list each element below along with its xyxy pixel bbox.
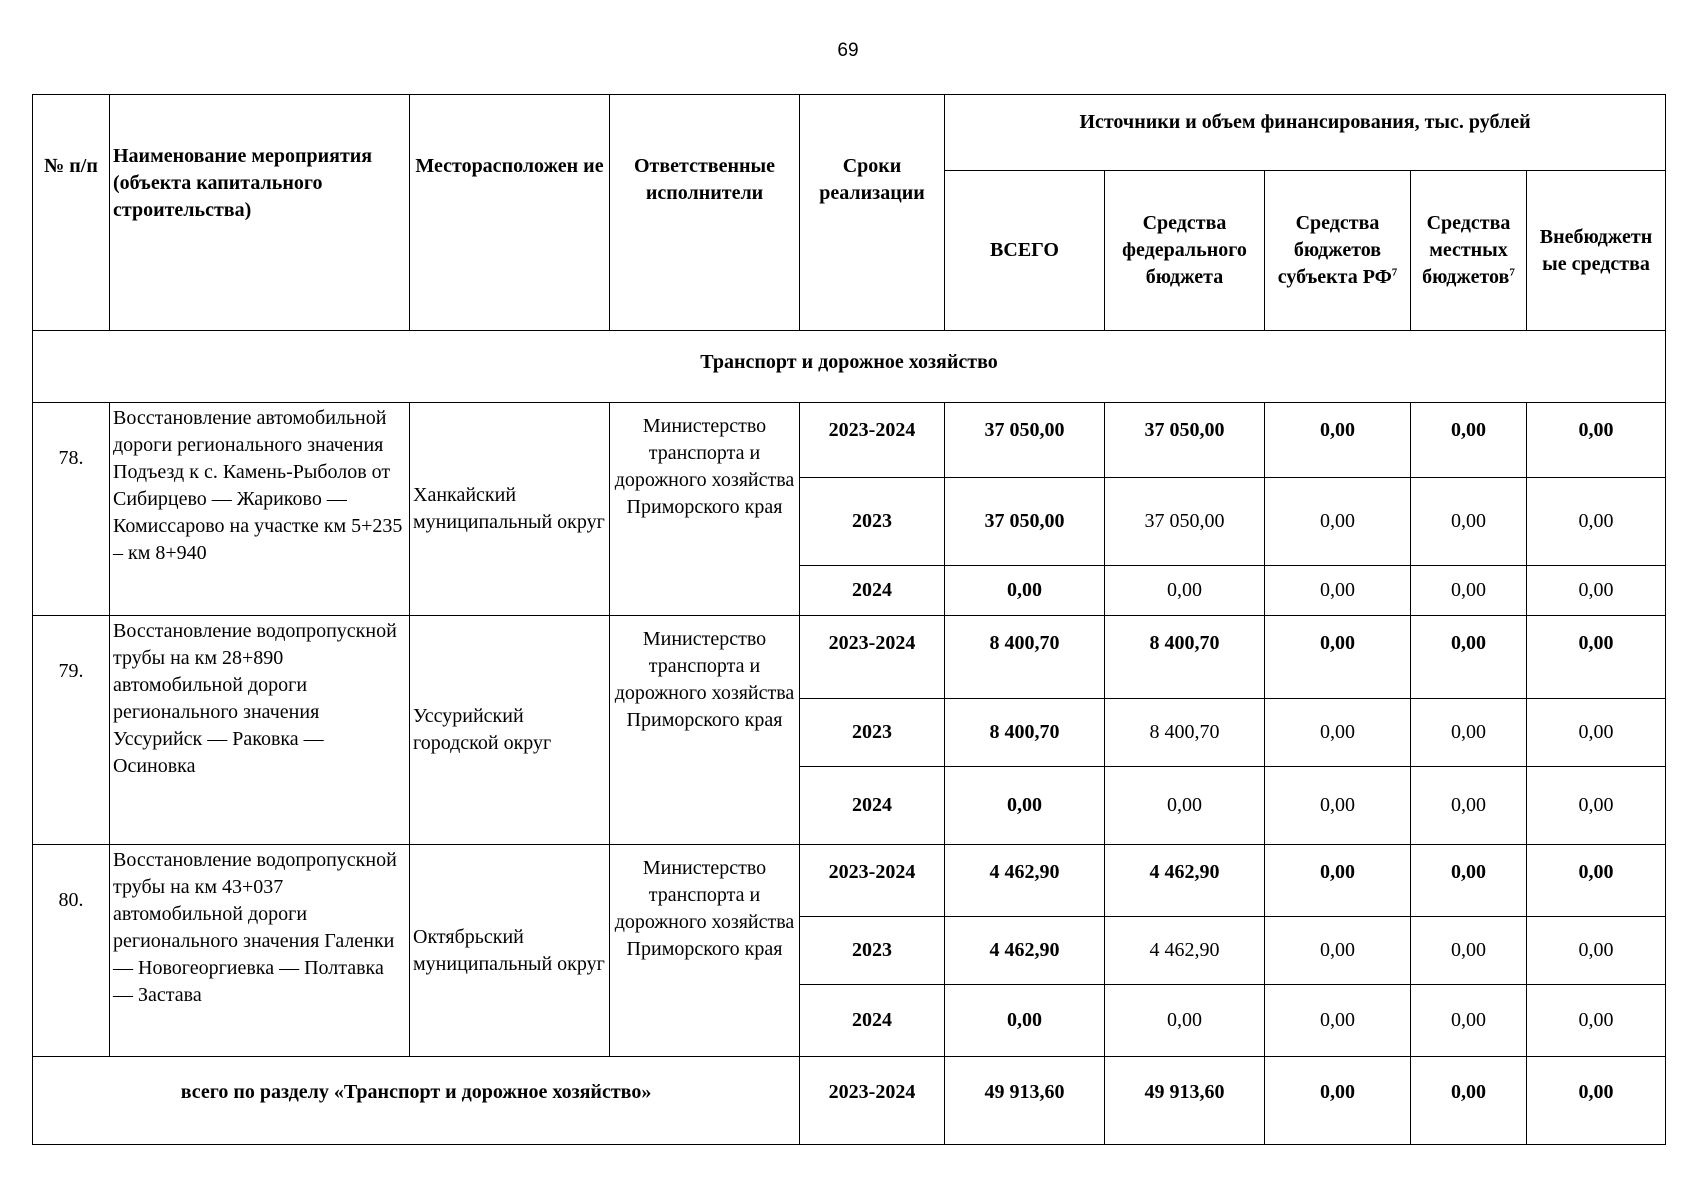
row-responsible: Министерство транспорта и дорожного хозяйства Приморского края	[610, 403, 800, 616]
extra-cell: 0,00	[1527, 566, 1666, 616]
row-number: 79.	[33, 616, 110, 845]
row-number: 78.	[33, 403, 110, 616]
regional-cell: 0,00	[1265, 767, 1411, 845]
total-cell: 8 400,70	[945, 616, 1105, 699]
period-cell: 2023-2024	[800, 845, 945, 917]
regional-cell: 0,00	[1265, 699, 1411, 767]
regional-cell: 0,00	[1265, 566, 1411, 616]
row-name: Восстановление водопропускной трубы на км 43+037 автомобильной дороги регионального значения Галенки — Новогеоргиевка — Полтавка — Застава	[110, 845, 410, 1057]
regional-cell: 0,00	[1265, 478, 1411, 566]
local-cell: 0,00	[1411, 403, 1527, 478]
local-cell: 0,00	[1411, 767, 1527, 845]
table-row	[33, 845, 1666, 917]
total-period: 2023-2024	[800, 1057, 945, 1145]
row-responsible: Министерство транспорта и дорожного хозяйства Приморского края	[610, 616, 800, 845]
federal-cell: 37 050,00	[1105, 478, 1265, 566]
extra-cell: 0,00	[1527, 478, 1666, 566]
row-name: Восстановление автомобильной дороги регионального значения Подъезд к с. Камень-Рыболов от Сибирцево — Жариково — Комиссарово на участке км 5+235 – км 8+940	[110, 403, 410, 616]
header-regional: Средства бюджетов субъекта $РФ^7$	[1265, 171, 1411, 331]
header-num: № п/п	[33, 95, 110, 331]
total-federal: 49 913,60	[1105, 1057, 1265, 1145]
regional-cell: 0,00	[1265, 845, 1411, 917]
total-cell: 37 050,00	[945, 478, 1105, 566]
period-cell: 2023-2024	[800, 403, 945, 478]
total-regional: 0,00	[1265, 1057, 1411, 1145]
header-extra: Внебюджетн ые средства	[1527, 171, 1666, 331]
period-cell: 2023-2024	[800, 616, 945, 699]
regional-cell: 0,00	[1265, 403, 1411, 478]
local-cell: 0,00	[1411, 478, 1527, 566]
total-cell: 0,00	[945, 767, 1105, 845]
header-period: Сроки реализации	[800, 95, 945, 331]
period-cell: 2023	[800, 917, 945, 985]
page-number: 69	[837, 40, 859, 61]
federal-cell: 8 400,70	[1105, 699, 1265, 767]
total-local: 0,00	[1411, 1057, 1527, 1145]
period-cell: 2024	[800, 985, 945, 1057]
local-cell: 0,00	[1411, 845, 1527, 917]
header-federal: Средства федерального бюджета	[1105, 171, 1265, 331]
extra-cell: 0,00	[1527, 616, 1666, 699]
row-location: Ханкайский муниципальный округ	[410, 403, 610, 616]
table-row	[33, 616, 1666, 699]
federal-cell: 4 462,90	[1105, 845, 1265, 917]
total-cell: 37 050,00	[945, 403, 1105, 478]
total-cell: 0,00	[945, 566, 1105, 616]
extra-cell: 0,00	[1527, 845, 1666, 917]
header-local: Средства местных бюджетов$^7$	[1411, 171, 1527, 331]
extra-cell: 0,00	[1527, 699, 1666, 767]
row-location: Октябрьский муниципальный округ	[410, 845, 610, 1057]
extra-cell: 0,00	[1527, 917, 1666, 985]
header-total: ВСЕГО	[945, 171, 1105, 331]
extra-cell: 0,00	[1527, 403, 1666, 478]
header-responsible: Ответственные исполнители	[610, 95, 800, 331]
federal-cell: 4 462,90	[1105, 917, 1265, 985]
total-row	[33, 1057, 1666, 1145]
total-extra: 0,00	[1527, 1057, 1666, 1145]
local-cell: 0,00	[1411, 699, 1527, 767]
period-cell: 2024	[800, 767, 945, 845]
local-cell: 0,00	[1411, 917, 1527, 985]
extra-cell: 0,00	[1527, 767, 1666, 845]
period-cell: 2023	[800, 478, 945, 566]
total-label: всего по разделу «Транспорт и дорожное хозяйство»	[33, 1057, 800, 1145]
period-cell: 2023	[800, 699, 945, 767]
total-cell: 4 462,90	[945, 917, 1105, 985]
header-name: Наименование мероприятия (объекта капитального строительства)	[110, 95, 410, 331]
total-cell: 4 462,90	[945, 845, 1105, 917]
extra-cell: 0,00	[1527, 985, 1666, 1057]
federal-cell: 0,00	[1105, 985, 1265, 1057]
header-location: Месторасположен ие	[410, 95, 610, 331]
total-cell: 8 400,70	[945, 699, 1105, 767]
local-cell: 0,00	[1411, 566, 1527, 616]
row-location: Уссурийский городской округ	[410, 616, 610, 845]
row-responsible: Министерство транспорта и дорожного хозяйства Приморского края	[610, 845, 800, 1057]
table-row	[33, 403, 1666, 478]
regional-cell: 0,00	[1265, 917, 1411, 985]
funding-table	[32, 94, 1666, 1145]
section-title: Транспорт и дорожное хозяйство	[33, 331, 1666, 403]
federal-cell: 8 400,70	[1105, 616, 1265, 699]
federal-cell: 0,00	[1105, 566, 1265, 616]
total-cell: 0,00	[945, 985, 1105, 1057]
local-cell: 0,00	[1411, 985, 1527, 1057]
federal-cell: 37 050,00	[1105, 403, 1265, 478]
federal-cell: 0,00	[1105, 767, 1265, 845]
period-cell: 2024	[800, 566, 945, 616]
regional-cell: 0,00	[1265, 985, 1411, 1057]
header-funding-caption: Источники и объем финансирования, тыс. рублей	[945, 95, 1666, 171]
total-sum: 49 913,60	[945, 1057, 1105, 1145]
local-cell: 0,00	[1411, 616, 1527, 699]
row-number: 80.	[33, 845, 110, 1057]
regional-cell: 0,00	[1265, 616, 1411, 699]
row-name: Восстановление водопропускной трубы на км 28+890 автомобильной дороги регионального значения Уссурийск — Раковка — Осиновка	[110, 616, 410, 845]
